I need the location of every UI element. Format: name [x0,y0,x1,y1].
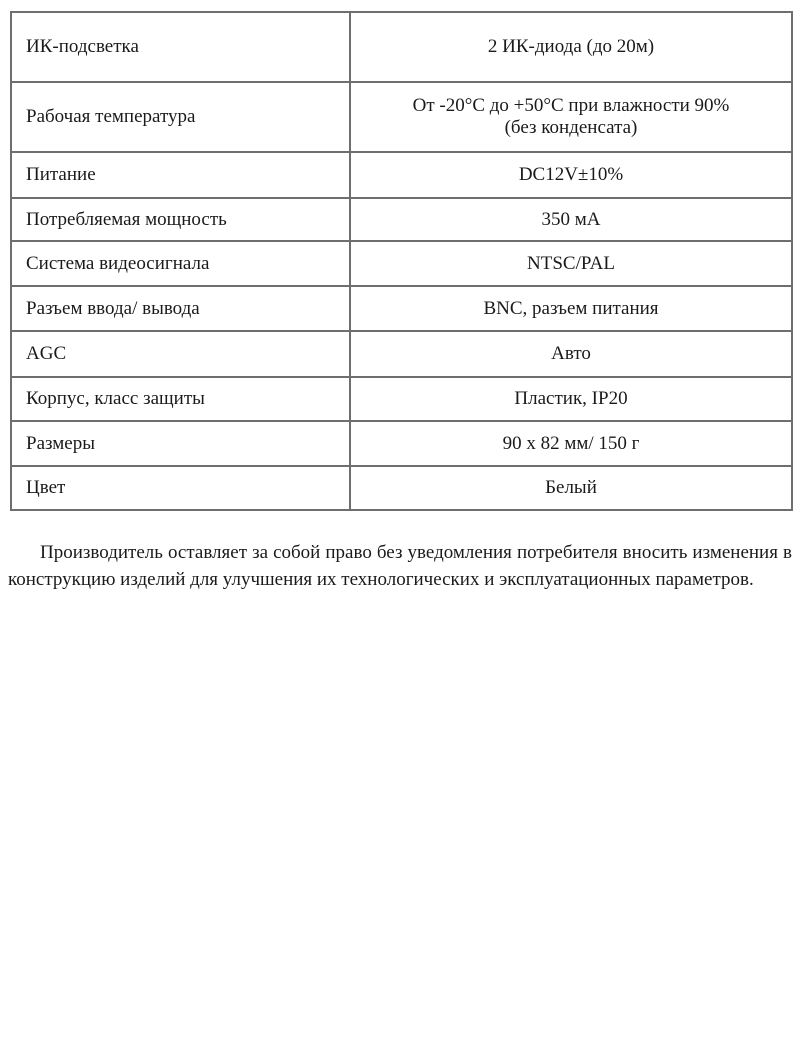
table-row-dimensions [11,421,792,466]
manufacturer-disclaimer: Производитель оставляет за собой право без уведомления потребителя вносить изменения в конструкцию изделий для улучшения их технологических и эксплуатационных параметров. [8,542,792,590]
table-row-io-connector [11,286,792,331]
table-row-power-consumption [11,198,792,241]
table-row-agc [11,331,792,377]
spec-label: Разъем ввода/ вывода [11,286,350,331]
spec-value: NTSC/PAL [350,241,792,286]
spec-label: Питание [11,152,350,198]
spec-value: 350 мА [350,198,792,241]
spec-label: Система видеосигнала [11,241,350,286]
table-row-color [11,466,792,510]
spec-label: AGC [11,331,350,377]
table-row-housing [11,377,792,421]
spec-value-line-1: От -20°C до +50°C при влажности 90% [412,95,730,116]
table-row-ir-illumination [11,12,792,82]
spec-value: BNC, разъем питания [350,286,792,331]
spec-value: Пластик, IP20 [350,377,792,421]
spec-value: 2 ИК-диода (до 20м) [350,12,792,82]
spec-label: ИК-подсветка [11,12,350,82]
spec-value: DC12V±10% [350,152,792,198]
table-row-power-supply [11,152,792,198]
spec-label: Корпус, класс защиты [11,377,350,421]
spec-label: Цвет [11,466,350,510]
table-row-operating-temperature [11,82,792,152]
spec-label: Размеры [11,421,350,466]
spec-value: Белый [350,466,792,510]
spec-label: Потребляемая мощность [11,198,350,241]
spec-value: Авто [350,331,792,377]
spec-value [350,82,792,152]
spec-value-line-2: (без конденсата) [504,117,638,138]
specifications-table [10,11,793,511]
spec-label: Рабочая температура [11,82,350,152]
spec-value: 90 х 82 мм/ 150 г [350,421,792,466]
table-row-video-system [11,241,792,286]
